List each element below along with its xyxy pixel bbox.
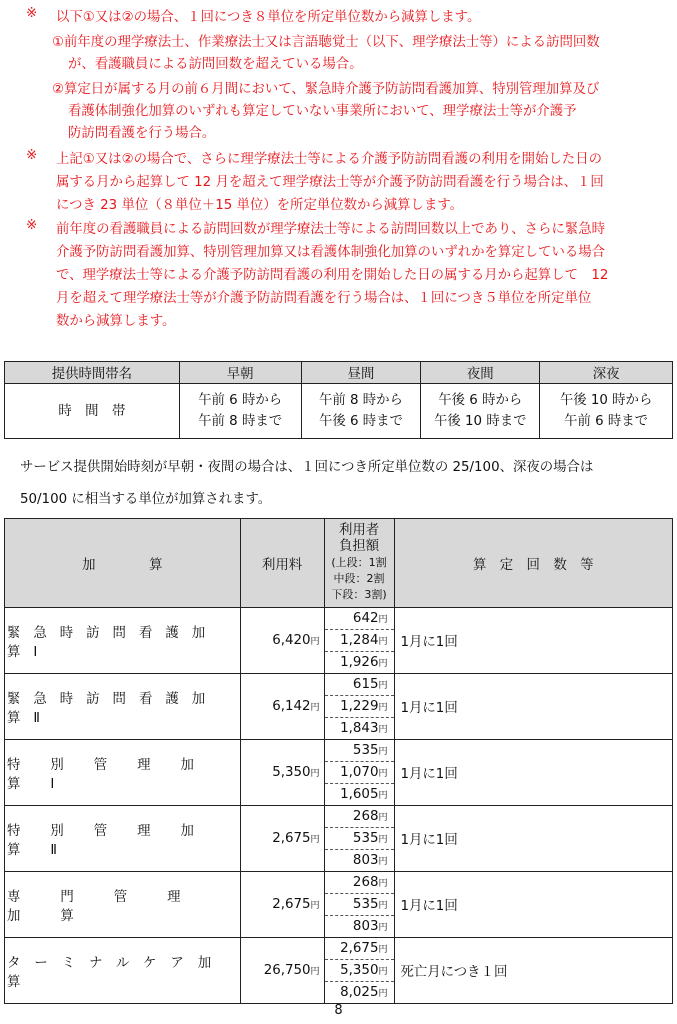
column-header: 昼間: [301, 362, 421, 384]
yen-unit: 円: [378, 945, 388, 955]
burden-amount: [325, 761, 394, 783]
burden-cell: [324, 872, 394, 938]
burden-amount: [325, 806, 394, 827]
count-cell: 1月に1回: [394, 872, 673, 938]
header-count: 算 定 回 数 等: [394, 519, 673, 608]
burden-value: 268: [352, 875, 379, 890]
note-line: 月を超えて理学療法士等が介護予防訪問看護を行う場合は、１回につき５単位を所定単位: [56, 291, 592, 306]
paragraph-line: 50/100 に相当する単位が加算されます。: [20, 492, 272, 507]
addition-name: ターミナルケア加算: [5, 938, 241, 1004]
note-line: 数から減算します。: [56, 314, 176, 329]
burden-title: 利用者: [338, 523, 380, 538]
addition-name: 緊急時訪問看護加算Ⅰ: [5, 608, 241, 674]
table-row: [5, 872, 673, 938]
burden-cell: [324, 938, 394, 1004]
note-line: 看護体制強化加算のいずれも算定していない事業所において、理学療法士等が介護予: [68, 104, 577, 119]
burden-value: 642: [352, 611, 379, 626]
yen-unit: 円: [378, 879, 388, 889]
column-header: 提供時間帯名: [5, 362, 180, 384]
column-header: 夜間: [421, 362, 540, 384]
burden-title: 負担額: [338, 539, 380, 554]
fee-cell: [240, 938, 324, 1004]
burden-amount: [325, 651, 394, 673]
burden-cell: [324, 806, 394, 872]
fee-cell: [240, 806, 324, 872]
fee-cell: [240, 740, 324, 806]
fee-value: 6,142: [272, 699, 311, 714]
yen-unit: 円: [378, 791, 388, 801]
yen-unit: 円: [378, 681, 388, 691]
yen-unit: 円: [378, 703, 388, 713]
burden-value: 1,229: [340, 699, 379, 714]
note-mark: ※: [26, 218, 38, 233]
fee-cell: [240, 608, 324, 674]
yen-unit: 円: [310, 967, 320, 977]
burden-value: 615: [352, 677, 379, 692]
row-label: 時 間 帯: [5, 384, 180, 439]
yen-unit: 円: [378, 769, 388, 779]
burden-amount: [325, 717, 394, 739]
time-from: 午前 6 時から: [198, 393, 283, 408]
burden-sub: 下段：3割): [331, 588, 387, 601]
burden-amount: [325, 827, 394, 849]
time-cell-late-night: [540, 384, 673, 439]
count-cell: 1月に1回: [394, 806, 673, 872]
burden-cell: [324, 740, 394, 806]
burden-value: 1,284: [340, 633, 379, 648]
note-line: 属する月から起算して 12 月を超えて理学療法士等が介護予防訪問看護を行う場合は、１回: [56, 175, 604, 190]
burden-value: 5,350: [340, 963, 379, 978]
note-mark: ※: [26, 148, 38, 163]
column-header: 深夜: [540, 362, 673, 384]
burden-value: 268: [352, 809, 379, 824]
table-row: [5, 608, 673, 674]
time-from: 午後 10 時から: [559, 393, 653, 408]
burden-amount: [325, 849, 394, 871]
note-line: で、理学療法士等による介護予防訪問看護の利用を開始した日の属する月から起算して 12: [56, 268, 609, 283]
burden-amount: [325, 893, 394, 915]
time-cell-early-morning: [179, 384, 301, 439]
yen-unit: 円: [378, 637, 388, 647]
time-cell-night: [421, 384, 540, 439]
time-to: 午前 8 時まで: [198, 414, 283, 429]
addition-name: 緊急時訪問看護加算Ⅱ: [5, 674, 241, 740]
burden-value: 1,926: [340, 655, 379, 670]
count-cell: 1月に1回: [394, 674, 673, 740]
yen-unit: 円: [378, 901, 388, 911]
addition-name: 特別管理加算Ⅰ: [5, 740, 241, 806]
table-header-row: [5, 362, 673, 384]
burden-amount: [325, 915, 394, 937]
paragraph-line: サービス提供開始時刻が早朝・夜間の場合は、１回につき所定単位数の 25/100、深夜の場合は: [20, 460, 594, 475]
note-line: 以下①又は②の場合、１回につき８単位を所定単位数から減算します。: [56, 10, 481, 25]
yen-unit: 円: [378, 967, 388, 977]
yen-unit: 円: [378, 835, 388, 845]
burden-amount: [325, 608, 394, 629]
time-to: 午前 6 時まで: [564, 414, 649, 429]
fee-value: 2,675: [272, 831, 311, 846]
time-to: 午後 6 時まで: [318, 414, 403, 429]
time-from: 午後 6 時から: [438, 393, 523, 408]
burden-value: 2,675: [340, 941, 379, 956]
burden-cell: [324, 674, 394, 740]
note-line: が、看護職員による訪問回数を超えている場合。: [68, 57, 363, 72]
burden-amount: [325, 695, 394, 717]
yen-unit: 円: [378, 923, 388, 933]
header-burden: [324, 519, 394, 608]
burden-amount: [325, 981, 394, 1003]
table-row: [5, 384, 673, 439]
page-number: 8: [334, 1003, 343, 1018]
yen-unit: 円: [310, 901, 320, 911]
addition-name: 特別管理加算Ⅱ: [5, 806, 241, 872]
burden-sub: (上段：1割: [331, 556, 387, 569]
fee-value: 5,350: [272, 765, 311, 780]
burden-amount: [325, 740, 394, 761]
count-cell: 死亡月につき１回: [394, 938, 673, 1004]
addition-name: 専門管理加算: [5, 872, 241, 938]
count-cell: 1月に1回: [394, 608, 673, 674]
burden-value: 535: [352, 831, 379, 846]
burden-cell: [324, 608, 394, 674]
burden-value: 535: [352, 743, 379, 758]
note-mark: ※: [26, 6, 38, 21]
additions-table: [4, 518, 673, 1004]
header-fee: 利用料: [240, 519, 324, 608]
yen-unit: 円: [378, 813, 388, 823]
burden-amount: [325, 783, 394, 805]
fee-value: 2,675: [272, 897, 311, 912]
note-line: につき 23 単位（８単位＋15 単位）を所定単位数から減算します。: [56, 198, 464, 213]
note-line: ①前年度の理学療法士、作業療法士又は言語聴覚士（以下、理学療法士等）による訪問回数: [52, 35, 600, 50]
table-row: [5, 674, 673, 740]
yen-unit: 円: [310, 637, 320, 647]
time-cell-daytime: [301, 384, 421, 439]
note-line: ②算定日が属する月の前６月間において、緊急時介護予防訪問看護加算、特別管理加算及び: [52, 82, 600, 97]
burden-value: 535: [352, 897, 379, 912]
note-line: 防訪問看護を行う場合。: [68, 126, 216, 141]
header-addition: 加 算: [5, 519, 241, 608]
table-row: [5, 806, 673, 872]
yen-unit: 円: [378, 747, 388, 757]
fee-cell: [240, 674, 324, 740]
yen-unit: 円: [378, 615, 388, 625]
burden-value: 1,070: [340, 765, 379, 780]
burden-value: 1,843: [340, 721, 379, 736]
time-from: 午前 8 時から: [318, 393, 403, 408]
yen-unit: 円: [310, 703, 320, 713]
burden-amount: [325, 959, 394, 981]
yen-unit: 円: [378, 725, 388, 735]
table-row: [5, 740, 673, 806]
note-line: 前年度の看護職員による訪問回数が理学療法士等による訪問回数以上であり、さらに緊急時: [56, 222, 606, 237]
table-header-row: [5, 519, 673, 608]
time-to: 午後 10 時まで: [434, 414, 527, 429]
burden-amount: [325, 938, 394, 959]
burden-value: 1,605: [340, 787, 379, 802]
burden-sub: 中段：2割: [333, 572, 385, 585]
yen-unit: 円: [310, 835, 320, 845]
time-band-table: [4, 361, 673, 439]
table-row: [5, 938, 673, 1004]
burden-value: 803: [352, 919, 379, 934]
column-header: 早朝: [179, 362, 301, 384]
burden-amount: [325, 872, 394, 893]
fee-value: 26,750: [263, 963, 311, 978]
fee-value: 6,420: [272, 633, 311, 648]
count-cell: 1月に1回: [394, 740, 673, 806]
burden-value: 803: [352, 853, 379, 868]
note-line: 介護予防訪問看護加算、特別管理加算又は看護体制強化加算のいずれかを算定している場合: [56, 245, 606, 260]
burden-value: 8,025: [340, 985, 379, 1000]
yen-unit: 円: [378, 857, 388, 867]
yen-unit: 円: [378, 989, 388, 999]
fee-cell: [240, 872, 324, 938]
burden-amount: [325, 674, 394, 695]
yen-unit: 円: [310, 769, 320, 779]
yen-unit: 円: [378, 659, 388, 669]
burden-amount: [325, 629, 394, 651]
note-line: 上記①又は②の場合で、さらに理学療法士等による介護予防訪問看護の利用を開始した日の: [56, 152, 602, 167]
